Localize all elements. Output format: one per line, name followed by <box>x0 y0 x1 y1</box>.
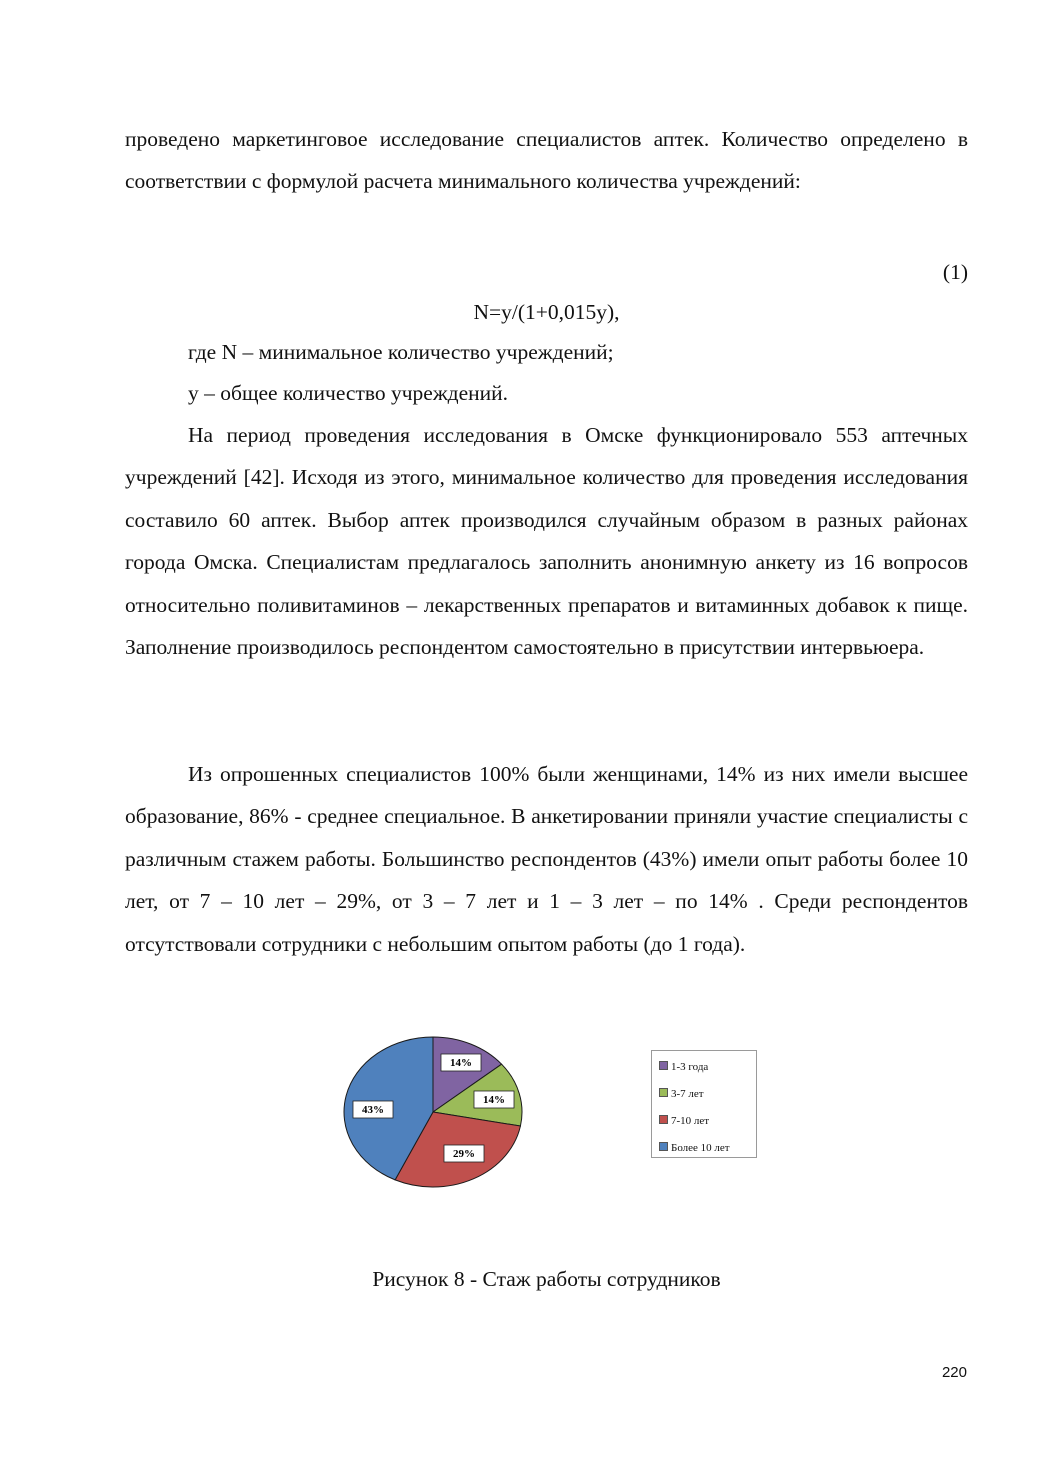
data-label <box>474 1091 514 1108</box>
legend-swatch <box>659 1061 668 1070</box>
legend-swatch <box>659 1115 668 1124</box>
legend-swatch <box>659 1142 668 1151</box>
legend-label: 7-10 лет <box>671 1115 710 1127</box>
data-label-text: 43% <box>362 1104 384 1116</box>
equation-number: (1) <box>942 260 968 284</box>
data-label <box>441 1054 481 1071</box>
formula: N=y/(1+0,015y), <box>473 300 620 324</box>
data-label <box>353 1101 393 1118</box>
legend-item <box>659 1060 708 1074</box>
definition-n: где N – минимальное количество учреждений; <box>188 340 614 364</box>
figure-caption: Рисунок 8 - Стаж работы сотрудников <box>372 1267 721 1291</box>
data-label-text: 14% <box>483 1094 505 1106</box>
legend-label: 1-3 года <box>671 1061 709 1073</box>
data-label-text: 29% <box>453 1148 475 1160</box>
definition-y: y – общее количество учреждений. <box>188 381 509 405</box>
paragraph-intro: проведено маркетинговое исследование специалистов аптек. Количество определено в соответствии с формулой расчета минимального количества учреждений: <box>125 127 968 194</box>
paragraph-pharmacies: На период проведения исследования в Омске функционировало 553 аптечных учреждений [42]. Исходя из этого, минимальное количество для проведения исследования составило 60 аптек. Выбор аптек производился случайным образом в разных районах города Омска. Специалистам предлагалось заполнить анонимную анкету из 16 вопросов относительно поливитаминов – лекарственных препаратов и витаминных добавок к пище. Заполнение производилось респондентом самостоятельно в присутствии интервьюера. <box>125 423 968 660</box>
legend-label: 3-7 лет <box>671 1088 704 1100</box>
legend-swatch <box>659 1088 668 1097</box>
legend-item <box>659 1141 730 1155</box>
page-number: 220 <box>941 1364 967 1381</box>
data-label <box>444 1145 484 1162</box>
paragraph-specialists: Из опрошенных специалистов 100% были женщинами, 14% из них имели высшее образование, 86% - среднее специальное. В анкетировании приняли участие специалисты с различным стажем работы. Большинство респондентов (43%) имели опыт работы более 10 лет, от 7 – 10 лет – 29%, от 3 – 7 лет и 1 – 3 лет – по 14% . Среди респондентов отсутствовали сотрудники с небольшим опытом работы (до 1 года). <box>125 762 968 956</box>
chart-legend <box>651 1050 757 1158</box>
legend-label: Более 10 лет <box>671 1142 730 1154</box>
legend-item <box>659 1087 704 1101</box>
data-label-text: 14% <box>450 1057 472 1069</box>
legend-item <box>659 1114 709 1128</box>
